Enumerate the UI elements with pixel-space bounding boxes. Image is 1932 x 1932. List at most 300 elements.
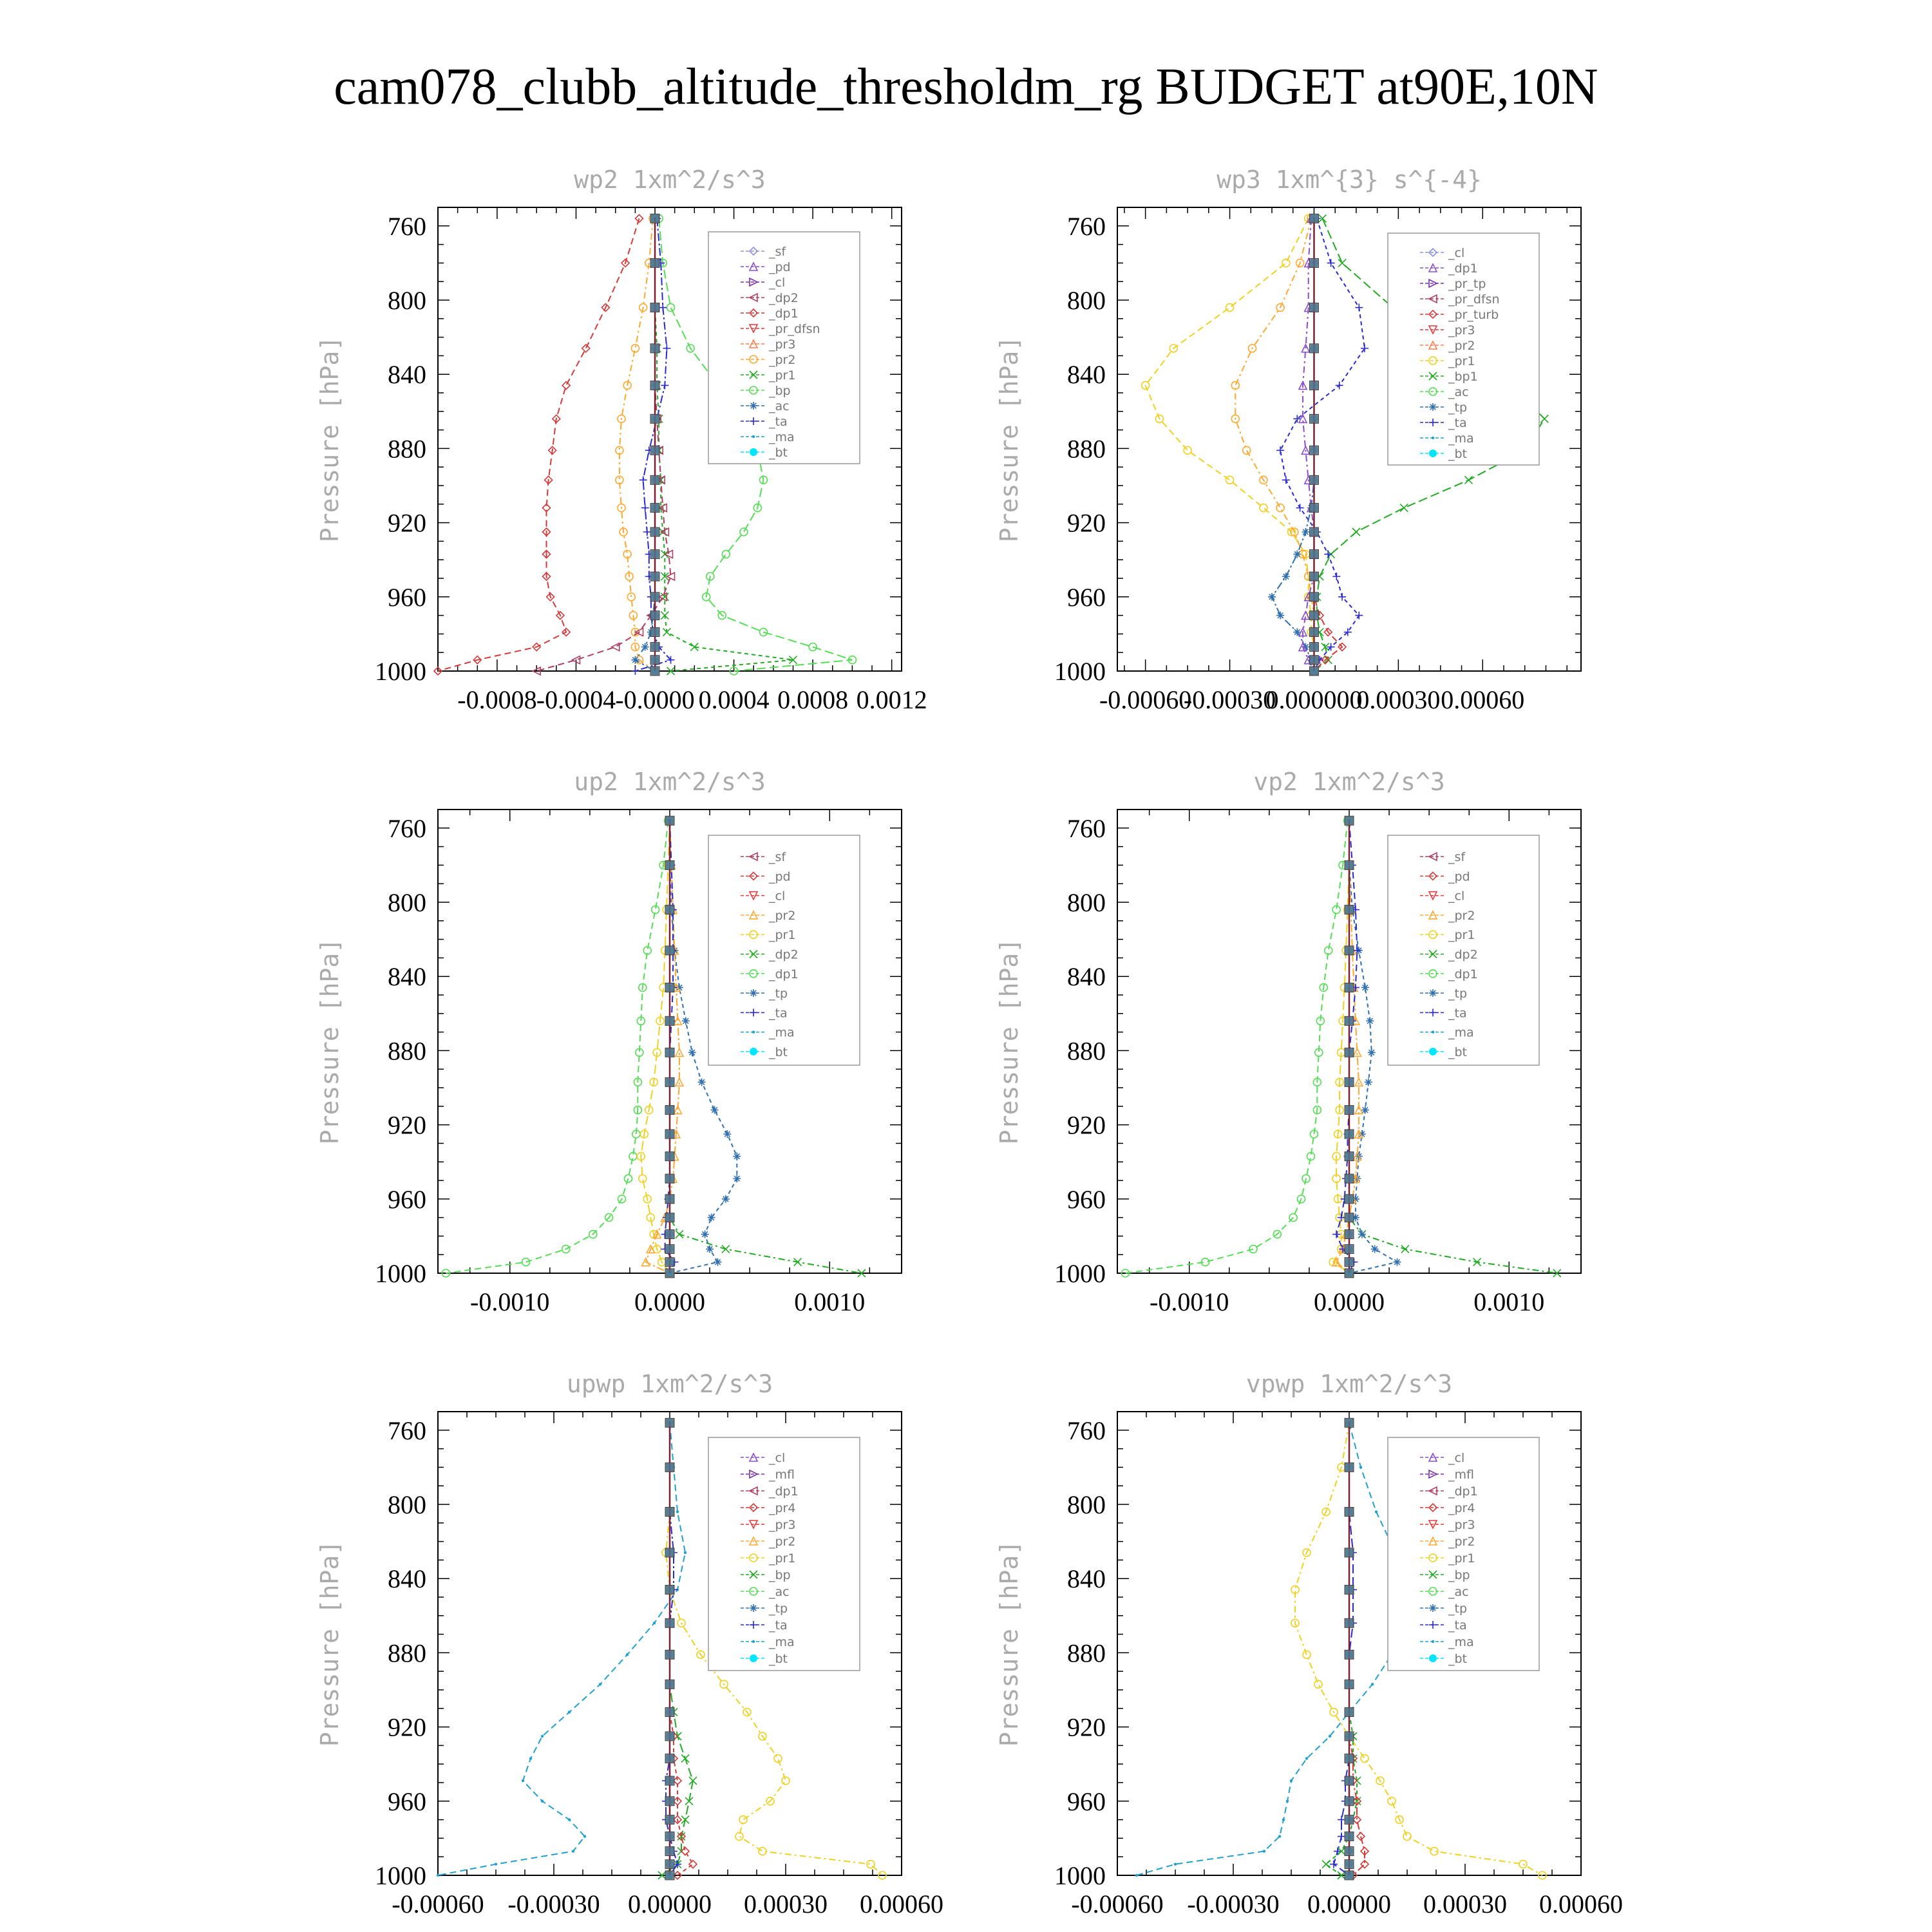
- data-point-dp2: [659, 593, 667, 601]
- data-point-tp: [698, 1078, 706, 1086]
- x-tick-label: -0.0010: [1150, 1287, 1229, 1316]
- data-point-pr2: [1276, 504, 1284, 512]
- x-tick-label: -0.0004: [536, 685, 616, 714]
- zero-marker: [665, 1130, 674, 1139]
- zero-marker: [650, 628, 659, 637]
- y-tick-label: 1000: [1054, 657, 1106, 686]
- series-line-pr1: [1146, 218, 1314, 671]
- legend-label: _pr3: [769, 337, 796, 352]
- data-point-bp1: [1540, 415, 1548, 422]
- zero-marker: [1345, 1106, 1354, 1115]
- x-tick-label: -0.00030: [507, 1889, 600, 1918]
- x-tick-label: -0.00060: [392, 1889, 484, 1918]
- legend-label: _sf: [769, 850, 786, 865]
- data-point-pr2: [1243, 446, 1251, 454]
- data-point-bp: [681, 1755, 689, 1763]
- x-tick-label: 0.00060: [860, 1889, 943, 1918]
- data-point-tp: [1135, 1874, 1138, 1877]
- zero-marker: [1309, 572, 1318, 581]
- zero-marker: [665, 1245, 674, 1254]
- data-point-tp: [1278, 1835, 1281, 1837]
- legend-label: _cl: [769, 276, 786, 290]
- data-point-tp: [653, 1622, 656, 1624]
- data-point-tp: [1371, 1683, 1374, 1685]
- legend-label: _tp: [769, 1602, 788, 1616]
- legend-marker: [750, 989, 757, 997]
- zero-marker: [1309, 446, 1318, 455]
- y-tick-label: 960: [1067, 1786, 1106, 1816]
- legend-label: _dp1: [769, 967, 799, 981]
- legend-label: _pr_tp: [1448, 277, 1486, 291]
- zero-marker: [1345, 1213, 1354, 1222]
- series-line-pr2: [1235, 218, 1314, 671]
- data-point-tp: [641, 643, 649, 651]
- legend-label: _ac: [1448, 385, 1469, 399]
- zero-marker: [650, 592, 659, 601]
- zero-marker: [1309, 414, 1318, 423]
- zero-marker: [1309, 303, 1318, 312]
- zero-marker: [665, 1106, 674, 1115]
- zero-marker: [665, 1016, 674, 1025]
- zero-markers: [1345, 816, 1354, 1278]
- data-point-ta: [1336, 381, 1343, 389]
- y-tick-label: 800: [1067, 1490, 1106, 1519]
- y-tick-label: 920: [388, 508, 426, 538]
- zero-marker: [665, 1174, 674, 1183]
- zero-marker: [665, 1754, 674, 1763]
- series-line-dp1: [1125, 820, 1347, 1273]
- zero-marker: [650, 214, 659, 223]
- legend-label: _pr1: [769, 368, 796, 383]
- data-point-pr1: [1314, 1680, 1322, 1688]
- x-tick-label: 0.0008: [777, 685, 849, 714]
- zero-marker: [1345, 1077, 1354, 1086]
- zero-marker: [1345, 1130, 1354, 1139]
- data-point-tp: [1361, 983, 1369, 991]
- chart-panel-2: [995, 166, 1581, 714]
- data-point-tp: [1174, 1863, 1177, 1866]
- y-axis-label: Pressure [hPa]: [316, 1540, 344, 1747]
- x-tick-label: -0.00030: [1183, 685, 1276, 714]
- zero-marker: [1345, 1680, 1354, 1689]
- panel-title: wp3 1xm^{3} s^{-4}: [1217, 166, 1482, 194]
- data-point-ta: [1296, 504, 1304, 512]
- y-axis-label: Pressure [hPa]: [995, 1540, 1023, 1747]
- data-point-bp: [1322, 1861, 1330, 1868]
- legend-label: _pr1: [1448, 354, 1475, 368]
- data-point-ac: [667, 304, 675, 312]
- zero-marker: [1309, 592, 1318, 601]
- zero-marker: [1345, 1618, 1354, 1627]
- legend-label: _ma: [1448, 1635, 1474, 1649]
- data-point-tp: [522, 1779, 524, 1782]
- x-tick-label: -0.00060: [1099, 685, 1192, 714]
- data-point-tp: [1282, 573, 1290, 580]
- x-tick-label: 0.0004: [698, 685, 770, 714]
- legend-label: _dp1: [1448, 261, 1478, 276]
- zero-marker: [665, 1077, 674, 1086]
- zero-marker: [1345, 1871, 1354, 1880]
- x-tick-label: 0.0000: [1314, 1287, 1385, 1316]
- data-point-pr1: [739, 1816, 747, 1824]
- zero-marker: [650, 504, 659, 513]
- zero-marker: [1345, 860, 1354, 869]
- data-point-tp: [599, 1683, 601, 1685]
- x-tick-label: 0.00060: [1539, 1889, 1623, 1918]
- legend-label: _pd: [769, 260, 791, 274]
- data-point-ta: [663, 345, 670, 352]
- data-point-tp: [541, 1800, 544, 1803]
- zero-marker: [650, 344, 659, 353]
- legend-label: _dp1: [769, 307, 799, 321]
- zero-marker: [665, 1708, 674, 1717]
- legend-label: _cl: [769, 1451, 786, 1465]
- legend-marker: [752, 1640, 755, 1643]
- y-tick-label: 840: [1067, 1564, 1106, 1594]
- x-tick-label: 0.00030: [1356, 685, 1441, 714]
- data-point-tp: [701, 1231, 709, 1238]
- y-tick-label: 800: [388, 888, 426, 917]
- data-point-tp: [1302, 528, 1309, 536]
- legend-label: _mfl: [1448, 1468, 1474, 1482]
- x-axis: [1071, 1412, 1623, 1918]
- zero-marker: [650, 550, 659, 559]
- zero-marker: [650, 446, 659, 455]
- y-tick-label: 760: [388, 211, 426, 241]
- data-point-bp1: [1352, 528, 1360, 536]
- zero-marker: [650, 611, 659, 620]
- data-point-ta: [1282, 476, 1290, 484]
- zero-marker: [1345, 1269, 1354, 1278]
- data-point-tp: [1263, 1850, 1265, 1852]
- data-point-ac: [722, 551, 730, 558]
- data-point-tp: [1293, 551, 1301, 558]
- zero-marker: [665, 1463, 674, 1472]
- legend-label: _tp: [1448, 987, 1468, 1001]
- data-point-tp: [529, 1757, 532, 1759]
- legend-label: _pr2: [769, 1535, 796, 1549]
- data-point-tp: [1393, 1258, 1401, 1266]
- data-point-tp: [495, 1863, 497, 1866]
- zero-marker: [1345, 1732, 1354, 1741]
- data-point-dp1: [636, 214, 643, 222]
- legend-label: _bt: [769, 1652, 788, 1666]
- legend-label: _ma: [769, 430, 795, 444]
- legend-label: _ac: [769, 399, 790, 413]
- data-point-ta: [639, 476, 647, 484]
- y-tick-label: 960: [388, 1184, 426, 1214]
- legend-marker: [750, 448, 757, 456]
- data-point-tp: [676, 1510, 679, 1513]
- series-line-pr1: [641, 820, 670, 1273]
- x-tick-label: 0.00060: [1441, 685, 1525, 714]
- data-point-ta: [659, 304, 667, 312]
- y-tick-label: 920: [1067, 1110, 1106, 1140]
- zero-marker: [1309, 643, 1318, 652]
- y-tick-label: 800: [1067, 888, 1106, 917]
- legend-label: _pr1: [1448, 1551, 1475, 1566]
- data-point-tp: [1368, 1048, 1376, 1056]
- series-line-ta: [1334, 1423, 1353, 1875]
- legend-label: _bt: [1448, 1652, 1468, 1666]
- y-tick-label: 880: [1067, 1638, 1106, 1668]
- data-point-tp: [1371, 1245, 1379, 1253]
- zero-marker: [665, 1871, 674, 1880]
- zero-marker: [665, 1732, 674, 1741]
- zero-marker: [665, 1797, 674, 1806]
- zero-marker: [1345, 1174, 1354, 1183]
- legend-marker: [752, 435, 755, 438]
- legend-label: _pr2: [769, 908, 796, 923]
- legend-label: _dp1: [1448, 1484, 1478, 1499]
- data-point-pr1: [867, 1861, 875, 1868]
- y-tick-label: 920: [388, 1110, 426, 1140]
- data-point-tp: [708, 1214, 715, 1222]
- x-tick-label: 0.00000: [628, 1889, 712, 1918]
- x-tick-label: 0.00030: [744, 1889, 828, 1918]
- data-point-ta: [631, 667, 639, 675]
- data-point-tp: [682, 1017, 690, 1025]
- zero-marker: [1345, 1847, 1354, 1856]
- zero-marker: [665, 1269, 674, 1278]
- y-tick-label: 1000: [375, 1259, 426, 1288]
- legend-label: _ma: [1448, 431, 1474, 446]
- legend: [708, 835, 860, 1065]
- legend-label: _pr4: [1448, 1501, 1475, 1515]
- zero-marker: [1345, 905, 1354, 914]
- legend-marker: [750, 1654, 757, 1662]
- data-point-ta: [1276, 446, 1284, 454]
- y-tick-label: 960: [388, 582, 426, 612]
- data-point-ta: [1327, 259, 1335, 267]
- legend-label: _ac: [769, 1585, 790, 1599]
- legend-label: _sf: [1448, 850, 1466, 865]
- legend-marker: [750, 1048, 757, 1056]
- zero-marker: [1345, 1195, 1354, 1204]
- data-point-tp: [1358, 1231, 1366, 1238]
- zero-markers: [665, 816, 674, 1278]
- data-point-dp2: [722, 1245, 730, 1253]
- zero-marker: [1345, 1016, 1354, 1025]
- zero-marker: [650, 475, 659, 484]
- data-point-ta: [1338, 1816, 1345, 1824]
- y-axis-label: Pressure [hPa]: [995, 938, 1023, 1145]
- zero-marker: [650, 643, 659, 652]
- data-point-dp2: [612, 643, 620, 651]
- legend-label: _pr2: [769, 353, 796, 367]
- data-point-pr1: [1388, 1797, 1396, 1805]
- x-tick-label: 0.0000: [634, 1287, 705, 1316]
- legend-label: _pr4: [769, 1501, 796, 1515]
- legend-label: _sf: [769, 245, 786, 259]
- data-point-ta: [1361, 345, 1368, 352]
- legend-label: _pr_dfsn: [769, 322, 820, 336]
- legend-label: _ma: [1448, 1025, 1474, 1040]
- zero-marker: [1309, 611, 1318, 620]
- data-point-tp: [626, 1653, 629, 1656]
- zero-marker: [1309, 628, 1318, 637]
- y-tick-label: 880: [1067, 434, 1106, 464]
- x-tick-label: -0.00060: [1071, 1889, 1164, 1918]
- zero-marker: [1345, 1418, 1354, 1427]
- data-point-ac: [740, 528, 748, 536]
- legend-label: _bt: [1448, 1045, 1468, 1059]
- legend-label: _cl: [1448, 1451, 1465, 1465]
- data-point-dp2: [1401, 1245, 1409, 1253]
- zero-marker: [665, 946, 674, 955]
- data-point-bp1: [1400, 504, 1408, 512]
- data-point-tp: [1329, 1735, 1331, 1738]
- zero-marker: [1345, 1048, 1354, 1057]
- data-point-ta: [643, 528, 651, 536]
- legend-label: _cl: [769, 889, 786, 904]
- zero-marker: [665, 1418, 674, 1427]
- y-tick-label: 920: [1067, 1712, 1106, 1742]
- x-tick-label: 0.000000: [1265, 685, 1363, 714]
- series-line-pr2: [620, 218, 655, 671]
- legend-marker: [1432, 437, 1434, 439]
- data-point-ta: [1353, 947, 1361, 954]
- y-tick-label: 880: [388, 1036, 426, 1066]
- series-line-pr4: [670, 1423, 693, 1875]
- zero-marker: [665, 1195, 674, 1204]
- legend-label: _cl: [1448, 889, 1465, 904]
- data-point-tp: [437, 1874, 439, 1877]
- zero-marker: [665, 816, 674, 825]
- panel-title: vpwp 1xm^2/s^3: [1245, 1370, 1453, 1398]
- data-point-tp: [688, 1048, 696, 1056]
- legend-label: _dp1: [769, 1484, 799, 1499]
- legend-marker: [752, 1030, 755, 1033]
- legend-label: _tp: [1448, 401, 1468, 415]
- data-point-tp: [733, 1153, 741, 1160]
- data-point-tp: [684, 1551, 687, 1554]
- zero-marker: [1309, 214, 1318, 223]
- y-tick-label: 880: [388, 434, 426, 464]
- zero-marker: [1309, 475, 1318, 484]
- zero-marker: [1309, 527, 1318, 536]
- zero-marker: [1309, 258, 1318, 267]
- legend-marker: [1429, 1048, 1437, 1056]
- legend-label: _bt: [769, 446, 788, 460]
- y-tick-label: 880: [1067, 1036, 1106, 1066]
- data-point-pr1: [774, 1755, 782, 1763]
- data-point-ta: [1332, 573, 1340, 580]
- zero-marker: [1345, 816, 1354, 825]
- series-line-dp1: [438, 218, 639, 671]
- legend-label: _mfl: [769, 1468, 795, 1482]
- series-line-tp: [1137, 1423, 1407, 1875]
- chart-panel-3: [316, 768, 902, 1316]
- data-point-tp: [1286, 1800, 1289, 1803]
- data-point-tp: [572, 1850, 574, 1852]
- legend-label: _cl: [1448, 246, 1465, 260]
- zero-marker: [1345, 1152, 1354, 1161]
- zero-marker: [1345, 1815, 1354, 1824]
- data-point-tp: [1365, 1078, 1372, 1086]
- legend-marker: [750, 1604, 757, 1612]
- y-tick-label: 1000: [375, 657, 426, 686]
- x-tick-label: -0.00030: [1187, 1889, 1280, 1918]
- x-tick-label: -0.0000: [615, 685, 695, 714]
- series-line-pr4: [1349, 1423, 1365, 1875]
- y-tick-label: 800: [388, 1490, 426, 1519]
- series-line-tp: [635, 218, 655, 671]
- legend-label: _pr_turb: [1448, 308, 1499, 322]
- y-tick-label: 760: [1067, 211, 1106, 241]
- zero-marker: [1309, 656, 1318, 665]
- legend: [708, 1437, 860, 1671]
- zero-marker: [1345, 1230, 1354, 1239]
- data-point-bp1: [1338, 259, 1346, 267]
- legend: [1388, 233, 1539, 465]
- y-tick-label: 1000: [1054, 1259, 1106, 1288]
- legend-label: _tp: [769, 987, 788, 1001]
- data-point-tp: [1305, 1757, 1308, 1759]
- series-line-pr2: [1336, 820, 1359, 1273]
- series-line-tp: [438, 1423, 685, 1875]
- zero-marker: [665, 1508, 674, 1517]
- data-point-pr1: [1260, 504, 1267, 512]
- chart-panel-5: [316, 1370, 943, 1918]
- data-point-dp1: [562, 381, 570, 389]
- data-point-pr1: [1184, 446, 1191, 454]
- legend-label: _ta: [769, 1618, 788, 1633]
- legend-label: _tp: [1448, 1602, 1468, 1616]
- data-point-tp: [568, 1818, 571, 1821]
- panel-title: upwp 1xm^2/s^3: [566, 1370, 773, 1398]
- data-point-ta: [1330, 1861, 1338, 1868]
- data-point-tp: [631, 656, 639, 664]
- zero-markers: [1345, 1418, 1354, 1880]
- x-tick-label: 0.0012: [856, 685, 927, 714]
- zero-marker: [665, 1048, 674, 1057]
- zero-marker: [1345, 1585, 1354, 1594]
- legend-marker: [1429, 1654, 1437, 1662]
- data-point-tp: [1282, 1818, 1285, 1821]
- y-tick-label: 1000: [375, 1861, 426, 1890]
- zero-marker: [650, 656, 659, 665]
- legend-label: _ma: [769, 1635, 795, 1649]
- data-point-pr1: [782, 1777, 790, 1785]
- zero-marker: [665, 1650, 674, 1659]
- zero-marker: [665, 860, 674, 869]
- y-axis-label: Pressure [hPa]: [316, 336, 344, 543]
- legend-label: _ta: [1448, 416, 1467, 430]
- series-line-bp: [1326, 1423, 1357, 1875]
- data-point-dp1: [582, 345, 590, 352]
- y-tick-label: 760: [1067, 813, 1106, 843]
- zero-marker: [665, 1618, 674, 1627]
- legend: [708, 232, 860, 464]
- panel-title: wp2 1xm^2/s^3: [574, 166, 766, 194]
- zero-markers: [665, 1418, 674, 1880]
- x-axis: [392, 1412, 943, 1918]
- zero-marker: [1309, 550, 1318, 559]
- data-point-tp: [1276, 612, 1284, 620]
- zero-marker: [650, 303, 659, 312]
- legend-label: _bt: [1448, 447, 1468, 461]
- legend-label: _pr2: [1448, 908, 1475, 923]
- zero-marker: [665, 1860, 674, 1869]
- zero-marker: [665, 1548, 674, 1557]
- data-point-ta: [1338, 1214, 1345, 1222]
- panel-title: vp2 1xm^2/s^3: [1253, 768, 1445, 796]
- legend-label: _ta: [1448, 1618, 1467, 1633]
- data-point-pr1: [1361, 1755, 1368, 1763]
- y-tick-label: 760: [388, 1416, 426, 1445]
- zero-marker: [665, 1258, 674, 1267]
